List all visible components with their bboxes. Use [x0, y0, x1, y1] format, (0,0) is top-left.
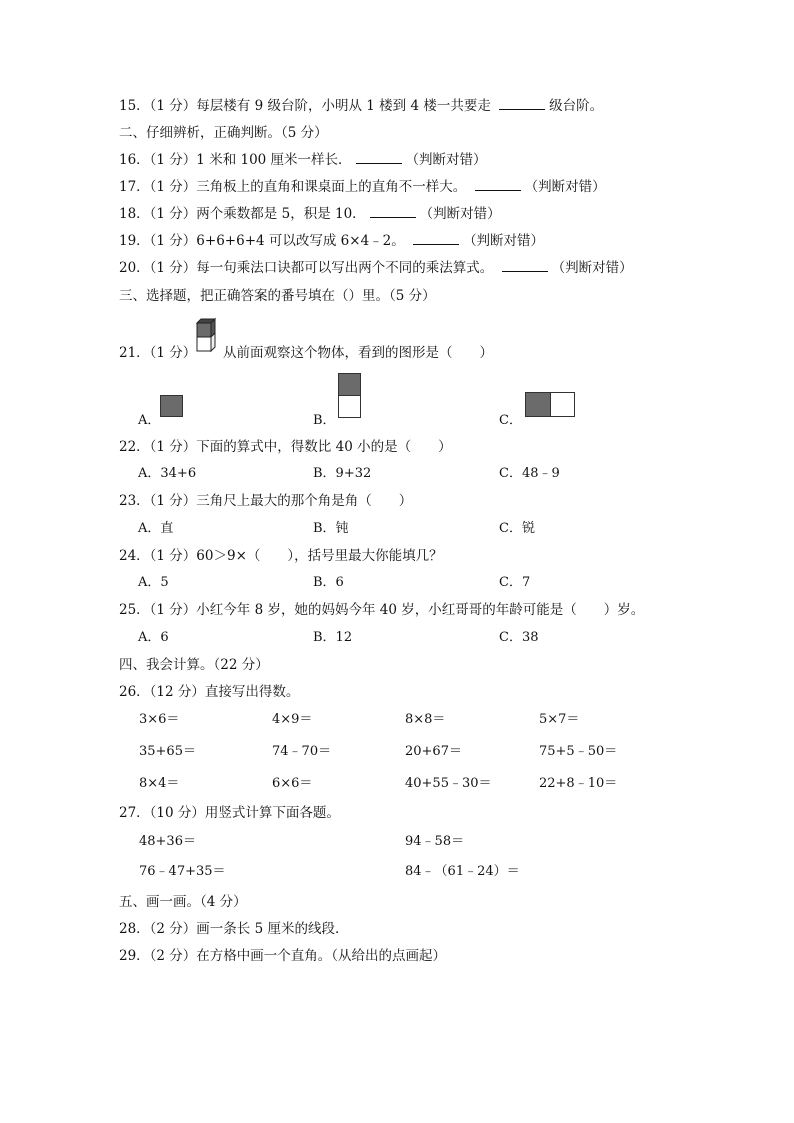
question-19-suffix: （判断对错） — [463, 233, 545, 249]
option-23-c[interactable]: C．锐 — [499, 521, 535, 536]
question-15 — [119, 97, 603, 115]
answer-blank-19[interactable] — [413, 232, 459, 245]
vertical-calc-item: 94﹣58＝ — [405, 834, 465, 849]
option-21-c[interactable]: C． — [499, 413, 522, 428]
calc-item: 22+8﹣10＝ — [539, 776, 618, 791]
calc-item: 35+65＝ — [139, 744, 196, 759]
section-2-title: 二、仔细辨析，正确判断。（5 分） — [119, 125, 328, 141]
question-21-prefix: 21．（1 分） — [119, 345, 197, 361]
question-28-text: 28．（2 分）画一条长 5 厘米的线段． — [119, 921, 349, 937]
option-21-b-shape-bottom — [338, 395, 361, 418]
option-21-c-shape-right — [550, 392, 575, 417]
calc-item: 4×9＝ — [272, 712, 313, 727]
calc-item: 20+67＝ — [405, 744, 462, 759]
option-25-a[interactable]: A．6 — [138, 630, 169, 645]
answer-blank-17[interactable] — [475, 178, 521, 191]
option-23-a[interactable]: A．直 — [138, 521, 174, 536]
vertical-calc-item: 84﹣（61﹣24）＝ — [405, 864, 520, 879]
question-19-text: 19．（1 分）6+6+6+4 可以改写成 6×4﹣2。 — [119, 233, 405, 249]
calc-item: 8×8＝ — [405, 712, 446, 727]
section-3-title: 三、选择题，把正确答案的番号填在（）里。（5 分） — [119, 288, 436, 304]
question-16 — [119, 151, 487, 169]
question-18-suffix: （判断对错） — [419, 206, 501, 222]
question-18-text: 18．（1 分）两个乘数都是 5，积是 10． — [119, 206, 366, 222]
option-21-b[interactable]: B． — [313, 413, 336, 428]
question-15-text: 15．（1 分）每层楼有 9 级台阶，小明从 1 楼到 4 楼一共要走 — [119, 98, 491, 114]
question-20-suffix: （判断对错） — [551, 260, 633, 276]
section-5-title: 五、画一画。（4 分） — [119, 894, 247, 910]
vertical-calc-item: 76﹣47+35＝ — [139, 864, 226, 879]
question-27-text: 27．（10 分）用竖式计算下面各题。 — [119, 805, 340, 821]
question-16-suffix: （判断对错） — [405, 152, 487, 168]
calc-item: 40+55﹣30＝ — [405, 776, 492, 791]
calc-item: 3×6＝ — [139, 712, 180, 727]
question-25-text: 25．（1 分）小红今年 8 岁，她的妈妈今年 40 岁，小红哥哥的年龄可能是（ ）岁。 — [119, 602, 645, 618]
option-24-b[interactable]: B．6 — [313, 575, 344, 590]
option-25-b[interactable]: B．12 — [313, 630, 353, 645]
answer-blank-18[interactable] — [370, 205, 416, 218]
question-22-text: 22．（1 分）下面的算式中，得数比 40 小的是（ ） — [119, 439, 452, 455]
vertical-calc-item: 48+36＝ — [139, 834, 196, 849]
question-18 — [119, 205, 501, 223]
question-17 — [119, 178, 606, 196]
calc-item: 5×7＝ — [539, 712, 580, 727]
question-15-suffix: 级台阶。 — [549, 98, 604, 114]
option-22-b[interactable]: B．9+32 — [313, 466, 372, 481]
question-20 — [119, 259, 633, 277]
answer-blank-20[interactable] — [502, 259, 548, 272]
option-24-c[interactable]: C．7 — [499, 575, 531, 590]
question-17-text: 17．（1 分）三角板上的直角和课桌面上的直角不一样大。 — [119, 179, 467, 195]
question-21-text: 从前面观察这个物体，看到的图形是（ ） — [223, 345, 493, 361]
question-23-text: 23．（1 分）三角尺上最大的那个角是角（ ） — [119, 493, 413, 509]
calc-item: 75+5﹣50＝ — [539, 744, 618, 759]
option-21-a[interactable]: A． — [138, 413, 161, 428]
question-29-text: 29．（2 分）在方格中画一个直角。（从给出的点画起） — [119, 948, 447, 964]
question-26-text: 26．（12 分）直接写出得数。 — [119, 684, 300, 700]
calc-item: 6×6＝ — [272, 776, 313, 791]
calc-item: 8×4＝ — [139, 776, 180, 791]
question-16-text: 16．（1 分）1 米和 100 厘米一样长． — [119, 152, 352, 168]
option-21-b-shape-top — [338, 373, 361, 396]
option-22-a[interactable]: A．34+6 — [138, 466, 197, 481]
option-24-a[interactable]: A．5 — [138, 575, 169, 590]
question-20-text: 20．（1 分）每一句乘法口诀都可以写出两个不同的乘法算式。 — [119, 260, 494, 276]
option-23-b[interactable]: B．钝 — [313, 521, 349, 536]
cube-stack-figure — [195, 317, 219, 359]
option-21-a-shape — [160, 395, 183, 417]
section-4-title: 四、我会计算。（22 分） — [119, 657, 269, 673]
option-22-c[interactable]: C．48﹣9 — [499, 466, 560, 481]
calc-item: 74﹣70＝ — [272, 744, 332, 759]
question-19 — [119, 232, 544, 250]
question-17-suffix: （判断对错） — [524, 179, 606, 195]
answer-blank-16[interactable] — [356, 151, 402, 164]
option-25-c[interactable]: C．38 — [499, 630, 539, 645]
answer-blank-15[interactable] — [499, 97, 545, 110]
option-21-c-shape-left — [525, 392, 551, 417]
question-24-text: 24．（1 分）60＞9×（ ），括号里最大你能填几？ — [119, 548, 443, 564]
cube-stack-icon — [195, 317, 219, 355]
